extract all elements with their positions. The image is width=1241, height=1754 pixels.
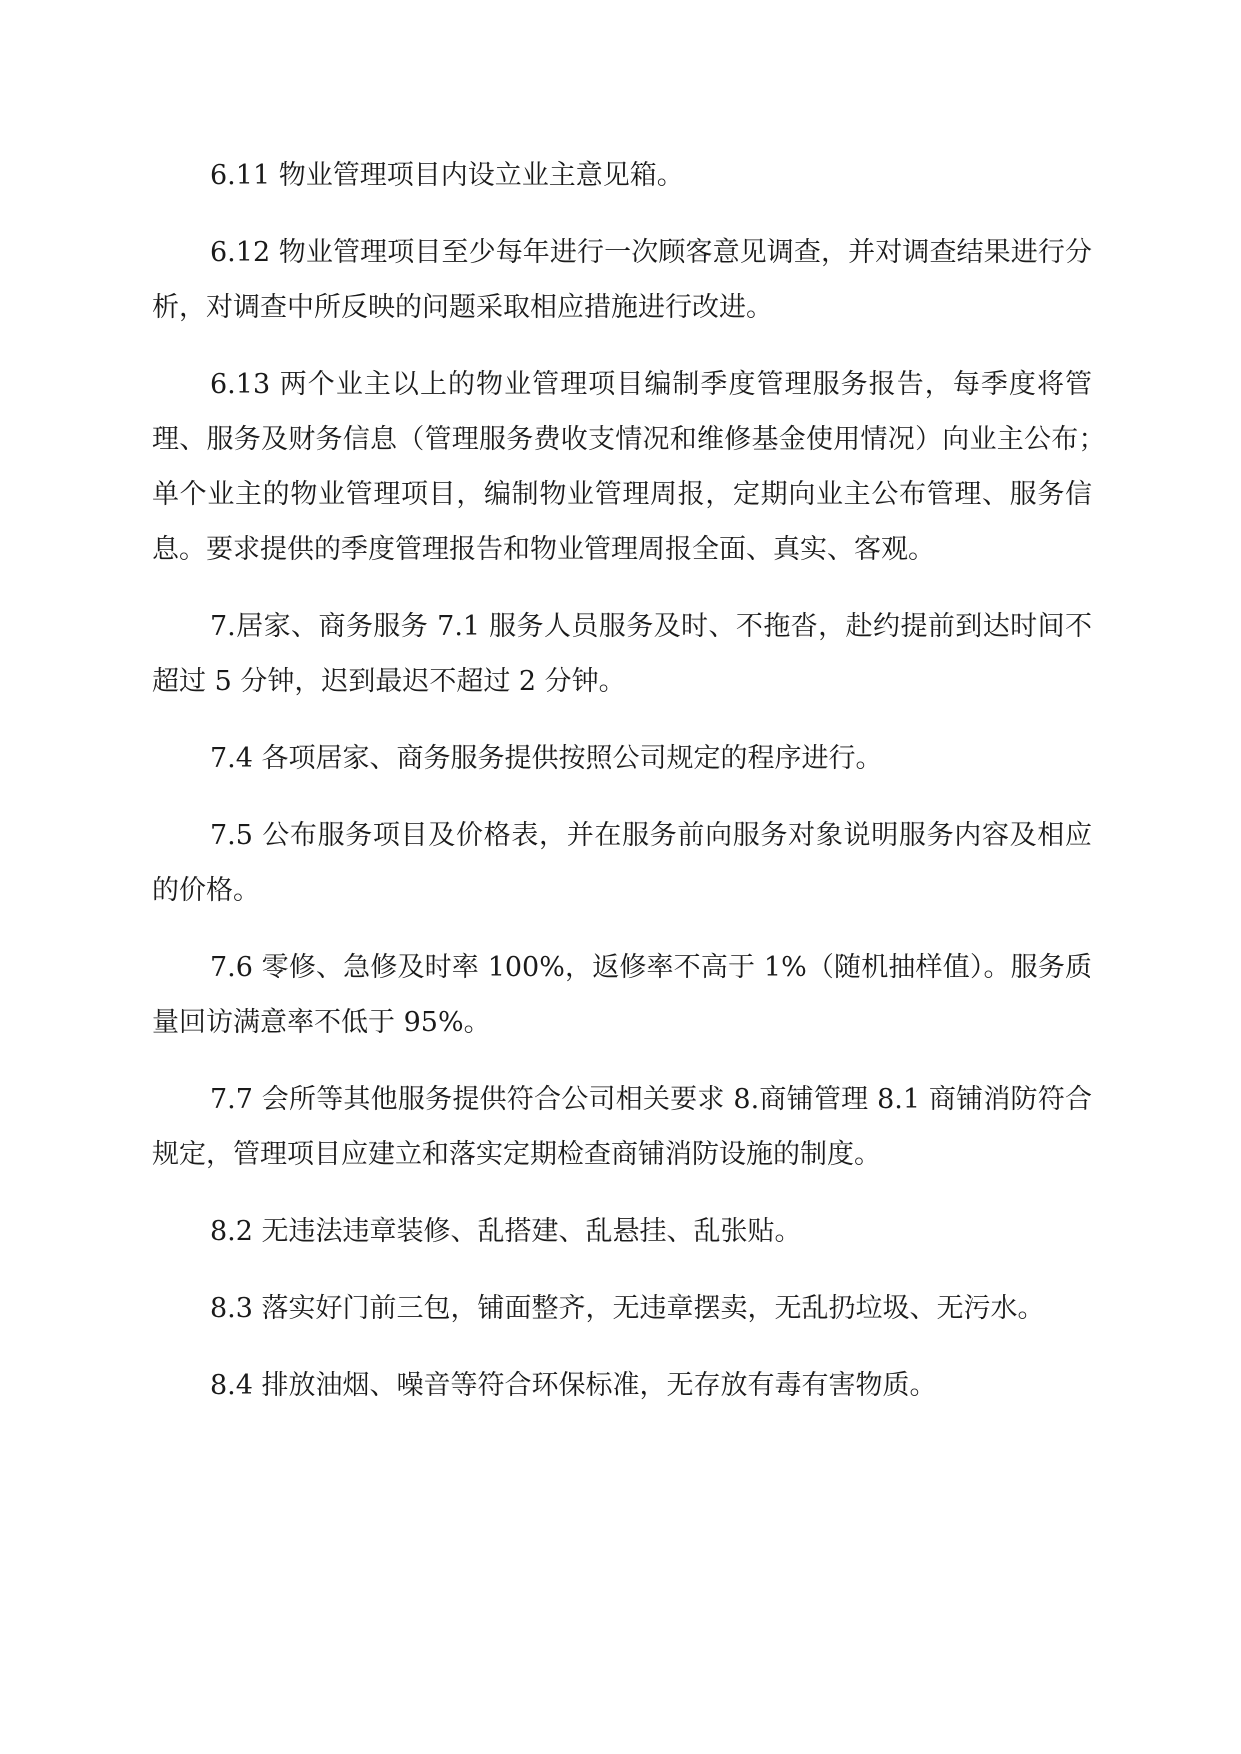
paragraph-6-11: 6.11 物业管理项目内设立业主意见箱。 (210, 160, 684, 191)
document-body (152, 148, 1119, 1435)
paragraph-6-12: 6.12 物业管理项目至少每年进行一次顾客意见调查，并对调查结果进行分析，对调查中所反映的问题采取相应措施进行改进。 (152, 237, 1092, 323)
paragraph-7-1: 7.居家、商务服务 7.1 服务人员服务及时、不拖沓，赴约提前到达时间不超过 5 分钟，迟到最迟不超过 2 分钟。 (152, 611, 1092, 697)
paragraph-7-5: 7.5 公布服务项目及价格表，并在服务前向服务对象说明服务内容及相应的价格。 (152, 820, 1092, 906)
paragraph-8-4: 8.4 排放油烟、噪音等符合环保标准，无存放有毒有害物质。 (210, 1370, 937, 1401)
paragraph-8-2: 8.2 无违法违章装修、乱搭建、乱悬挂、乱张贴。 (210, 1216, 802, 1247)
paragraph-6-13: 6.13 两个业主以上的物业管理项目编制季度管理服务报告，每季度将管理、服务及财务信息（管理服务费收支情况和维修基金使用情况）向业主公布； 单个业主的物业管理项目，编制物业管理周报，定期向业主公布管理、服务信息。要求提供的季度管理报告和物业管理周报全面、真实、客观。 (152, 369, 1119, 565)
paragraph-8-3: 8.3 落实好门前三包，铺面整齐，无违章摆卖，无乱扔垃圾、无污水。 (210, 1293, 1045, 1324)
paragraph-7-4: 7.4 各项居家、商务服务提供按照公司规定的程序进行。 (210, 743, 883, 774)
paragraph-7-7: 7.7 会所等其他服务提供符合公司相关要求 8.商铺管理 8.1 商铺消防符合规定，管理项目应建立和落实定期检查商铺消防设施的制度。 (152, 1084, 1092, 1170)
paragraph-7-6: 7.6 零修、急修及时率 100%，返修率不高于 1%（随机抽样值）。服务质量回访满意率不低于 95%。 (152, 952, 1092, 1038)
